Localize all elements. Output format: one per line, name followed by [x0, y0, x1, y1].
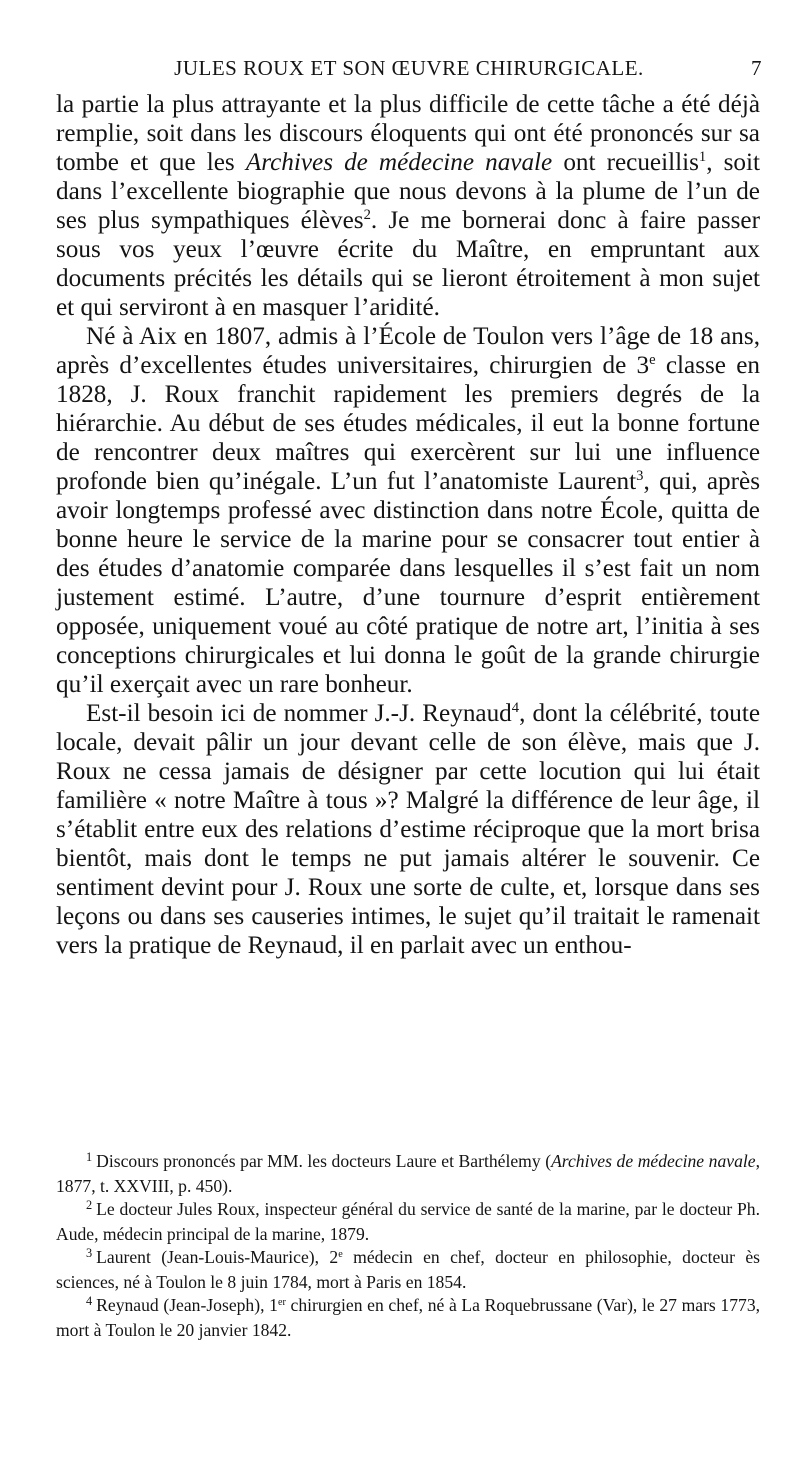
paragraph-1: [56, 90, 760, 322]
footnote-text: Laurent (Jean-Louis-Maurice), 2: [96, 1247, 339, 1267]
p3-text-1: Est-il besoin ici de nommer J.-J. Reynaud: [86, 700, 512, 727]
p2-text-1: Né à Aix en 1807, admis à l’École de Toulon vers l’âge de 18 ans, après d’excellentes études universitaires, chirurgien de 3: [56, 323, 760, 379]
running-head: [56, 56, 762, 81]
footnote-text: médecin en chef, docteur en philosophie, docteur ès sciences, né à Toulon le 8 juin 1784, mort à Paris en 1854.: [56, 1247, 760, 1292]
footnotes: [56, 1150, 760, 1342]
p2-text-3: , qui, après avoir longtemps professé avec distinction dans notre École, quitta de bonne heure le service de la marine pour se consacrer tout entier à des études d’anatomie comparée dans lesquelles il s’est fait un nom justement estimé. L’autre, d’une tournure d’esprit entièrement opposée, uniquement voué au côté pratique de notre art, l’initia à ses conceptions chirurgicales et lui donna le goût de la grande chirurgie qu’il exerçait avec un rare bonheur.: [56, 468, 760, 698]
footnote-text: Le docteur Jules Roux, inspecteur général du service de santé de la marine, par le docteur Ph. Aude, médecin principal de la marine, 1879.: [56, 1199, 760, 1244]
p2-text-2: classe en 1828, J. Roux franchit rapidement les premiers degrés de la hiérarchie. Au début de ses études médicales, il eut la bonne fortune de rencontrer deux maîtres qui exercèrent sur lui une influence profonde bien qu’inégale. L’un fut l’anatomiste Laurent: [56, 352, 760, 495]
footnote-2: [56, 1198, 760, 1246]
footnote-text: Discours prononcés par MM. les docteurs Laure et Barthélemy (: [96, 1151, 552, 1171]
footnote-text: , 1877, t. XXVIII, p. 450).: [56, 1151, 760, 1196]
journal-title: Archives de médecine navale: [245, 149, 553, 176]
footnote-mark: 3: [86, 1246, 93, 1261]
footnote-text: chirurgien en chef, né à La Roquebrussane (Var), le 27 mars 1773, mort à Toulon le 20 janvier 1842.: [56, 1295, 761, 1340]
footnote-ref-1: 1: [698, 149, 707, 166]
p1-text-2: ont recueillis: [552, 149, 699, 176]
footnote-mark: 1: [86, 1150, 93, 1165]
ordinal-sup: e: [338, 1248, 343, 1260]
paragraph-2: [56, 322, 760, 699]
footnote-journal: Archives de médecine navale: [551, 1151, 756, 1171]
ordinal-sup: e: [649, 352, 656, 369]
footnote-text: Reynaud (Jean-Joseph), 1: [96, 1295, 278, 1315]
p1-text-1: la partie la plus attrayante et la plus difficile de cette tâche a été déjà remplie, soit dans les discours éloquents qui ont été prononcés sur sa tombe et que les: [56, 91, 760, 176]
ordinal-sup: er: [277, 1296, 286, 1308]
p3-text-2: , dont la célébrité, toute locale, devait pâlir un jour devant celle de son élève, mais que J. Roux ne cessa jamais de désigner par cette locution qui lui était familière « notre Maître à tous »? Malgré la différence de leur âge, il s’établit entre eux des relations d’estime réciproque que la mort brisa bientôt, mais dont le temps ne put jamais altérer le souvenir. Ce sentiment devint pour J. Roux une sorte de culte, et, lorsque dans ses leçons ou dans ses causeries intimes, le sujet qu’il traitait le ramenait vers la pratique de Reynaud, il en parlait avec un enthou-: [56, 700, 760, 959]
footnote-3: [56, 1246, 760, 1294]
footnote-ref-2: 2: [363, 207, 371, 224]
running-head-title: JULES ROUX ET SON ŒUVRE CHIRURGICALE.: [174, 56, 644, 80]
footnote-mark: 2: [86, 1198, 93, 1213]
footnote-ref-3: 3: [636, 468, 644, 485]
footnote-1: [56, 1150, 760, 1198]
page-number: 7: [751, 56, 762, 80]
footnote-ref-4: 4: [511, 700, 520, 717]
p1-text-3: , soit dans l’excellente biographie que nous devons à la plume de l’un de ses plus sympathiques élèves: [56, 149, 761, 234]
body-text: [56, 90, 760, 960]
footnote-mark: 4: [86, 1294, 93, 1309]
footnote-4: [56, 1294, 760, 1342]
p1-text-4: . Je me bornerai donc à faire passer sous vos yeux l’œuvre écrite du Maître, en empruntant aux documents précités les détails qui se lieront étroitement à mon sujet et qui serviront à en masquer l’aridité.: [56, 207, 760, 321]
paragraph-3: [56, 699, 760, 960]
